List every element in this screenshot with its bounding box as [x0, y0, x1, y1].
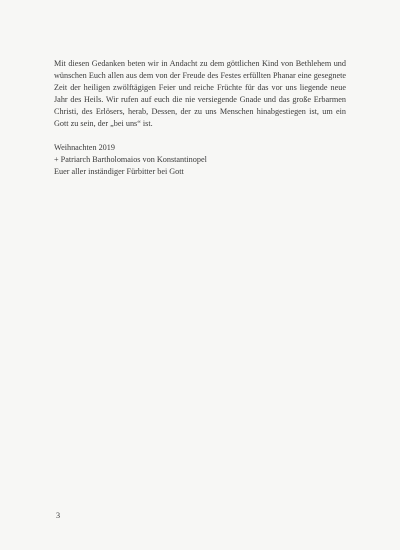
letter-body: [54, 58, 346, 178]
page-number: 3: [56, 511, 61, 520]
signature-block: [54, 142, 346, 178]
signature-author: + Patriarch Bartholomaios von Konstantinopel: [54, 155, 207, 164]
signature-closing: Euer aller inständiger Fürbitter bei Gott: [54, 167, 184, 176]
signature-date: Weihnachten 2019: [54, 143, 115, 152]
closing-paragraph: Mit diesen Gedanken beten wir in Andacht zu dem göttlichen Kind von Bethlehem und wünschen Euch allen aus dem von der Freude des Festes erfüllten Phanar eine gesegnete Zeit der heiligen zwölftägigen Feier und reiche Früchte für das vor uns liegende neue Jahr des Heils. Wir rufen auf euch die nie versiegende Gnade und das große Erbarmen Christi, des Erlösers, herab, Dessen, der zu uns Menschen hinabgestiegen ist, um ein Gott zu sein, der „bei uns“ ist.: [54, 59, 346, 128]
